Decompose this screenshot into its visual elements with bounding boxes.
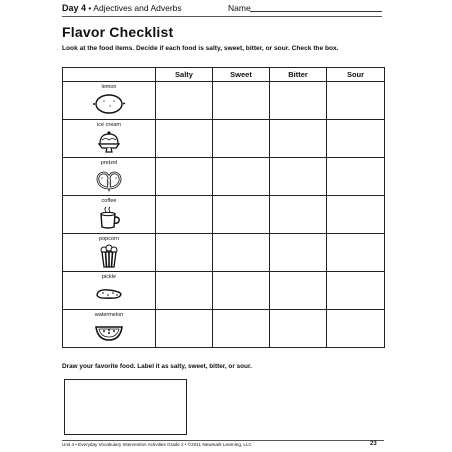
column-header-sweet: Sweet bbox=[213, 68, 270, 82]
checkbox-ice-cream-sweet[interactable] bbox=[213, 120, 270, 158]
checkbox-pickle-bitter[interactable] bbox=[270, 272, 327, 310]
header-rule bbox=[62, 16, 382, 17]
checkbox-pickle-sweet[interactable] bbox=[213, 272, 270, 310]
checkbox-lemon-bitter[interactable] bbox=[270, 82, 327, 120]
checkbox-popcorn-bitter[interactable] bbox=[270, 234, 327, 272]
food-cell-lemon bbox=[63, 82, 156, 120]
table-row bbox=[63, 272, 385, 310]
food-cell-popcorn bbox=[63, 234, 156, 272]
checkbox-ice-cream-sour[interactable] bbox=[327, 120, 385, 158]
table-row bbox=[63, 234, 385, 272]
checkbox-pickle-sour[interactable] bbox=[327, 272, 385, 310]
lesson-label: Adjectives and Adverbs bbox=[93, 3, 182, 13]
footer-rule bbox=[62, 440, 384, 441]
food-label: coffee bbox=[101, 198, 117, 204]
coffee-icon bbox=[92, 206, 126, 230]
draw-prompt: Draw your favorite food. Label it as salty, sweet, bitter, or sour. bbox=[62, 363, 252, 370]
checkbox-watermelon-bitter[interactable] bbox=[270, 310, 327, 348]
popcorn-icon bbox=[92, 244, 126, 268]
table-row bbox=[63, 196, 385, 234]
food-label: pickle bbox=[101, 274, 117, 280]
corner-cell bbox=[63, 68, 156, 82]
table-row bbox=[63, 158, 385, 196]
flavor-table bbox=[62, 67, 385, 348]
food-label: popcorn bbox=[99, 236, 119, 242]
column-header-salty: Salty bbox=[156, 68, 213, 82]
table-row bbox=[63, 310, 385, 348]
food-label: watermelon bbox=[94, 312, 124, 318]
food-cell-coffee bbox=[63, 196, 156, 234]
checkbox-pretzel-salty[interactable] bbox=[156, 158, 213, 196]
bullet: • bbox=[88, 3, 92, 13]
food-cell-watermelon bbox=[63, 310, 156, 348]
food-label: ice cream bbox=[97, 122, 121, 128]
checkbox-lemon-salty[interactable] bbox=[156, 82, 213, 120]
page-title: Flavor Checklist bbox=[62, 24, 174, 40]
checkbox-pickle-salty[interactable] bbox=[156, 272, 213, 310]
footer-credit: Unit 4 • Everyday Vocabulary Intervention Activities Grade 2 • ©2011 Newmark Learning, LLC bbox=[62, 442, 252, 447]
name-label: Name bbox=[228, 3, 251, 13]
day-label: Day 4 bbox=[62, 3, 87, 13]
checkbox-pretzel-sweet[interactable] bbox=[213, 158, 270, 196]
watermelon-icon bbox=[92, 320, 126, 344]
instructions: Look at the food items. Decide if each food is salty, sweet, bitter, or sour. Check the box. bbox=[62, 45, 339, 52]
food-label: pretzel bbox=[100, 160, 118, 166]
name-line[interactable] bbox=[250, 11, 382, 12]
drawing-box[interactable] bbox=[64, 379, 187, 435]
page-number: 23 bbox=[370, 441, 377, 447]
checkbox-lemon-sweet[interactable] bbox=[213, 82, 270, 120]
checkbox-coffee-sour[interactable] bbox=[327, 196, 385, 234]
checkbox-watermelon-sour[interactable] bbox=[327, 310, 385, 348]
checkbox-coffee-salty[interactable] bbox=[156, 196, 213, 234]
column-header-bitter: Bitter bbox=[270, 68, 327, 82]
checkbox-watermelon-sweet[interactable] bbox=[213, 310, 270, 348]
lemon-icon bbox=[92, 92, 126, 116]
table-row bbox=[63, 120, 385, 158]
pickle-icon bbox=[92, 282, 126, 306]
checkbox-ice-cream-bitter[interactable] bbox=[270, 120, 327, 158]
checkbox-lemon-sour[interactable] bbox=[327, 82, 385, 120]
column-header-sour: Sour bbox=[327, 68, 385, 82]
ice-cream-icon bbox=[92, 130, 126, 154]
table-header-row bbox=[63, 68, 385, 82]
checkbox-popcorn-sweet[interactable] bbox=[213, 234, 270, 272]
food-label: lemon bbox=[101, 84, 117, 90]
food-cell-ice-cream bbox=[63, 120, 156, 158]
checkbox-popcorn-sour[interactable] bbox=[327, 234, 385, 272]
checkbox-coffee-sweet[interactable] bbox=[213, 196, 270, 234]
checkbox-coffee-bitter[interactable] bbox=[270, 196, 327, 234]
page-header bbox=[62, 1, 382, 15]
table-row bbox=[63, 82, 385, 120]
checkbox-ice-cream-salty[interactable] bbox=[156, 120, 213, 158]
checkbox-pretzel-bitter[interactable] bbox=[270, 158, 327, 196]
food-cell-pretzel bbox=[63, 158, 156, 196]
pretzel-icon bbox=[92, 168, 126, 192]
checkbox-popcorn-salty[interactable] bbox=[156, 234, 213, 272]
food-cell-pickle bbox=[63, 272, 156, 310]
checkbox-pretzel-sour[interactable] bbox=[327, 158, 385, 196]
checkbox-watermelon-salty[interactable] bbox=[156, 310, 213, 348]
